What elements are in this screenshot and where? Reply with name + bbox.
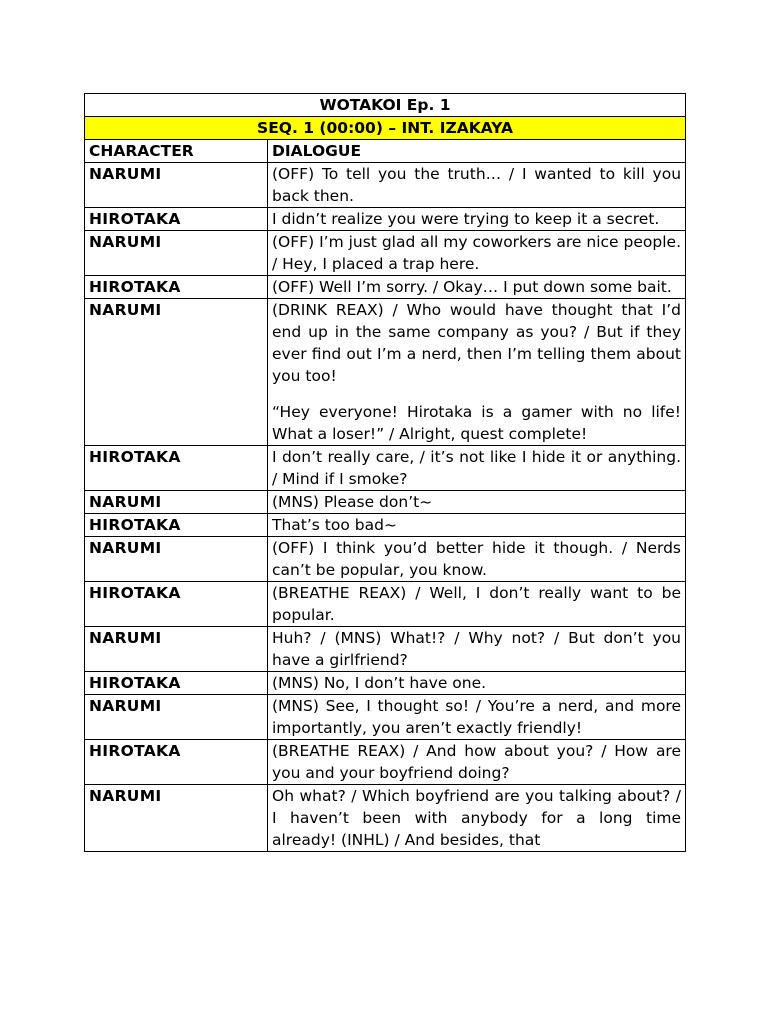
character-name: HIROTAKA	[85, 514, 268, 537]
dialogue-row	[85, 740, 686, 785]
dialogue-cell	[268, 785, 686, 852]
character-name: HIROTAKA	[85, 446, 268, 491]
dialogue-cell	[268, 276, 686, 299]
dialogue-row	[85, 672, 686, 695]
character-name: HIROTAKA	[85, 740, 268, 785]
dialogue-cell	[268, 740, 686, 785]
dialogue-line: (OFF) I’m just glad all my coworkers are nice people. / Hey, I placed a trap here.	[272, 233, 682, 273]
dialogue-line: I don’t really care, / it’s not like I hide it or anything. / Mind if I smoke?	[272, 448, 682, 488]
character-name: NARUMI	[85, 231, 268, 276]
dialogue-cell	[268, 627, 686, 672]
dialogue-cell	[268, 695, 686, 740]
dialogue-cell	[268, 514, 686, 537]
dialogue-cell	[268, 582, 686, 627]
dialogue-row	[85, 208, 686, 231]
dialogue-row	[85, 163, 686, 208]
dialogue-row	[85, 276, 686, 299]
dialogue-row	[85, 514, 686, 537]
dialogue-cell	[268, 208, 686, 231]
dialogue-line: Huh? / (MNS) What!? / Why not? / But don’t you have a girlfriend?	[272, 629, 682, 669]
dialogue-row	[85, 491, 686, 514]
dialogue-row	[85, 695, 686, 740]
character-name: HIROTAKA	[85, 208, 268, 231]
character-name: NARUMI	[85, 491, 268, 514]
dialogue-row	[85, 537, 686, 582]
dialogue-cell	[268, 537, 686, 582]
dialogue-row	[85, 582, 686, 627]
character-name: HIROTAKA	[85, 276, 268, 299]
dialogue-cell	[268, 231, 686, 276]
dialogue-line: (MNS) Please don’t~	[272, 493, 433, 511]
dialogue-row	[85, 627, 686, 672]
character-name: NARUMI	[85, 537, 268, 582]
title-row	[85, 94, 686, 117]
dialogue-line: (MNS) No, I don’t have one.	[272, 674, 487, 692]
dialogue-column-header: DIALOGUE	[268, 140, 686, 163]
dialogue-line: (OFF) To tell you the truth… / I wanted to kill you back then.	[272, 165, 682, 205]
dialogue-line: (DRINK REAX) / Who would have thought that I’d end up in the same company as you? / But if they ever find out I’m a nerd, then I’m telling them about you too!	[272, 301, 682, 385]
script-table	[84, 93, 686, 852]
character-name: NARUMI	[85, 785, 268, 852]
character-name: NARUMI	[85, 163, 268, 208]
dialogue-row	[85, 299, 686, 446]
dialogue-line: (OFF) I think you’d better hide it though. / Nerds can’t be popular, you know.	[272, 539, 682, 579]
header-row	[85, 140, 686, 163]
dialogue-cell	[268, 491, 686, 514]
dialogue-line: Oh what? / Which boyfriend are you talking about? / I haven’t been with anybody for a long time already! (INHL) / And besides, that	[272, 787, 682, 849]
dialogue-line: I didn’t realize you were trying to keep it a secret.	[272, 210, 660, 228]
dialogue-line: (BREATHE REAX) / And how about you? / How are you and your boyfriend doing?	[272, 742, 682, 782]
dialogue-cell	[268, 163, 686, 208]
dialogue-cell	[268, 299, 686, 446]
sequence-row	[85, 117, 686, 140]
sequence-heading: SEQ. 1 (00:00) – INT. IZAKAYA	[85, 117, 686, 140]
dialogue-line: That’s too bad~	[272, 516, 397, 534]
character-name: NARUMI	[85, 695, 268, 740]
dialogue-row	[85, 785, 686, 852]
character-name: NARUMI	[85, 299, 268, 446]
dialogue-row	[85, 231, 686, 276]
dialogue-line: (BREATHE REAX) / Well, I don’t really want to be popular.	[272, 584, 682, 624]
script-body	[85, 94, 686, 852]
character-name: HIROTAKA	[85, 582, 268, 627]
dialogue-line: (MNS) See, I thought so! / You’re a nerd, and more importantly, you aren’t exactly friendly!	[272, 697, 682, 737]
character-name: HIROTAKA	[85, 672, 268, 695]
dialogue-cell	[268, 446, 686, 491]
character-column-header: CHARACTER	[85, 140, 268, 163]
character-name: NARUMI	[85, 627, 268, 672]
dialogue-cell	[268, 672, 686, 695]
dialogue-line: “Hey everyone! Hirotaka is a gamer with no life! What a loser!” / Alright, quest complete!	[272, 403, 682, 443]
episode-title: WOTAKOI Ep. 1	[85, 94, 686, 117]
dialogue-row	[85, 446, 686, 491]
dialogue-line: (OFF) Well I’m sorry. / Okay… I put down some bait.	[272, 278, 672, 296]
